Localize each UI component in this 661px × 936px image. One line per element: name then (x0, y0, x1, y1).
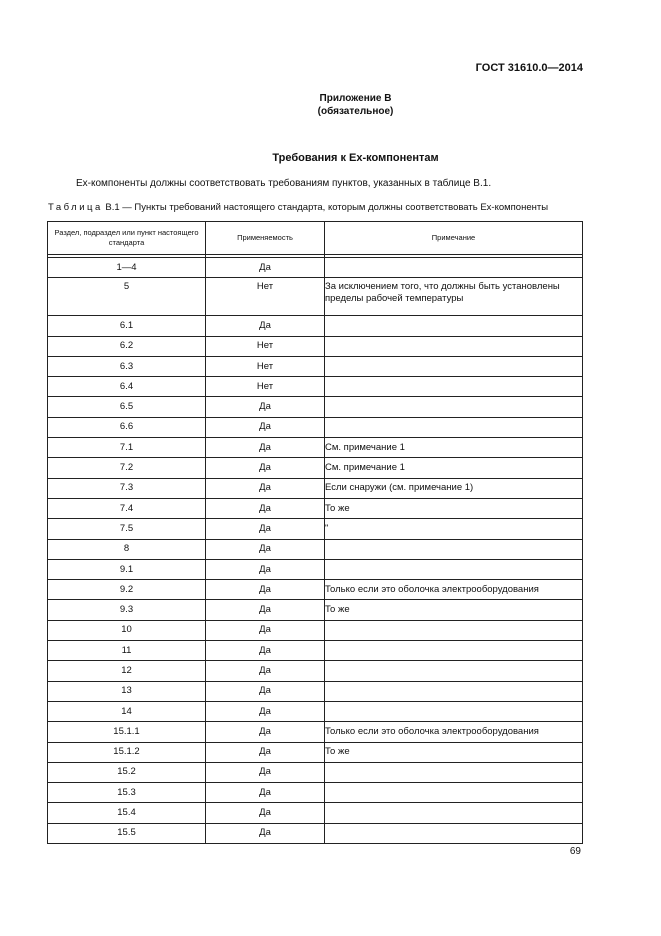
intro-paragraph: Ex-компоненты должны соответствовать требованиям пунктов, указанных в таблице В.1. (76, 178, 492, 189)
cell-applicability: Да (206, 519, 325, 539)
cell-note (325, 681, 583, 701)
cell-applicability: Да (206, 823, 325, 843)
table-caption-text: В.1 — Пункты требований настоящего стандарта, которым должны соответствовать Ex-компоненты (102, 202, 549, 213)
cell-section: 15.5 (48, 823, 206, 843)
header-note: Примечание (325, 222, 583, 255)
cell-note (325, 377, 583, 397)
cell-section: 11 (48, 641, 206, 661)
cell-note: То же (325, 600, 583, 620)
cell-section: 10 (48, 620, 206, 640)
standard-number: ГОСТ 31610.0—2014 (475, 62, 583, 74)
table-row (48, 762, 583, 782)
table-caption (48, 202, 548, 213)
cell-applicability: Да (206, 783, 325, 803)
cell-section: 8 (48, 539, 206, 559)
cell-section: 15.4 (48, 803, 206, 823)
cell-section: 15.3 (48, 783, 206, 803)
cell-section: 15.2 (48, 762, 206, 782)
header-applicability: Применяемость (206, 222, 325, 255)
cell-note (325, 356, 583, 376)
cell-note: См. примечание 1 (325, 458, 583, 478)
cell-note: За исключением того, что должны быть установлены пределы рабочей температуры (325, 278, 583, 316)
cell-section: 13 (48, 681, 206, 701)
cell-applicability: Да (206, 438, 325, 458)
cell-applicability: Да (206, 661, 325, 681)
cell-section: 9.3 (48, 600, 206, 620)
table-row (48, 783, 583, 803)
table-row (48, 600, 583, 620)
cell-applicability: Да (206, 478, 325, 498)
cell-applicability: Нет (206, 377, 325, 397)
cell-applicability: Да (206, 742, 325, 762)
cell-section: 15.1.2 (48, 742, 206, 762)
cell-section: 6.6 (48, 417, 206, 437)
table-row (48, 803, 583, 823)
cell-note (325, 316, 583, 336)
table-row (48, 539, 583, 559)
cell-note (325, 539, 583, 559)
table-body (48, 258, 583, 844)
table-row (48, 498, 583, 518)
table-row (48, 316, 583, 336)
cell-applicability: Да (206, 722, 325, 742)
table-row (48, 519, 583, 539)
table-caption-prefix: Таблица (48, 202, 103, 213)
cell-section: 7.4 (48, 498, 206, 518)
cell-note (325, 620, 583, 640)
cell-note (325, 701, 583, 721)
cell-applicability: Да (206, 397, 325, 417)
cell-section: 14 (48, 701, 206, 721)
cell-applicability: Да (206, 559, 325, 579)
table-row (48, 559, 583, 579)
cell-note (325, 336, 583, 356)
cell-note (325, 258, 583, 278)
cell-note: Если снаружи (см. примечание 1) (325, 478, 583, 498)
cell-applicability: Да (206, 600, 325, 620)
table-row (48, 681, 583, 701)
cell-note: Только если это оболочка электрооборудования (325, 580, 583, 600)
cell-applicability: Да (206, 258, 325, 278)
cell-section: 7.1 (48, 438, 206, 458)
table-row (48, 580, 583, 600)
table-row (48, 478, 583, 498)
cell-section: 7.5 (48, 519, 206, 539)
table-row (48, 417, 583, 437)
cell-applicability: Да (206, 701, 325, 721)
cell-section: 6.2 (48, 336, 206, 356)
header-section: Раздел, подраздел или пункт настоящего стандарта (48, 222, 206, 255)
cell-note (325, 661, 583, 681)
cell-applicability: Нет (206, 278, 325, 316)
cell-applicability: Нет (206, 356, 325, 376)
table-header-row (48, 222, 583, 255)
cell-applicability: Да (206, 539, 325, 559)
cell-section: 15.1.1 (48, 722, 206, 742)
page-number: 69 (569, 846, 581, 857)
section-title: Требования к Ex-компонентам (272, 152, 439, 164)
table-row (48, 661, 583, 681)
table-row (48, 722, 583, 742)
cell-section: 7.2 (48, 458, 206, 478)
cell-note: См. примечание 1 (325, 438, 583, 458)
cell-applicability: Да (206, 458, 325, 478)
cell-applicability: Да (206, 803, 325, 823)
cell-note (325, 762, 583, 782)
cell-note: То же (325, 498, 583, 518)
cell-section: 12 (48, 661, 206, 681)
appendix-title: Приложение В (319, 93, 392, 104)
cell-applicability: Да (206, 641, 325, 661)
table-row (48, 397, 583, 417)
cell-applicability: Да (206, 620, 325, 640)
cell-applicability: Да (206, 580, 325, 600)
cell-section: 6.4 (48, 377, 206, 397)
cell-note (325, 417, 583, 437)
cell-applicability: Да (206, 316, 325, 336)
table-row (48, 701, 583, 721)
table-row (48, 438, 583, 458)
table-row (48, 742, 583, 762)
cell-section: 6.5 (48, 397, 206, 417)
cell-section: 7.3 (48, 478, 206, 498)
cell-section: 6.3 (48, 356, 206, 376)
cell-note (325, 783, 583, 803)
cell-note (325, 803, 583, 823)
requirements-table (47, 221, 583, 844)
table-row (48, 278, 583, 316)
cell-section: 5 (48, 278, 206, 316)
table-row (48, 641, 583, 661)
cell-note (325, 641, 583, 661)
cell-applicability: Да (206, 762, 325, 782)
cell-note: " (325, 519, 583, 539)
cell-applicability: Да (206, 417, 325, 437)
cell-applicability: Да (206, 498, 325, 518)
cell-applicability: Да (206, 681, 325, 701)
cell-section: 1—4 (48, 258, 206, 278)
cell-section: 6.1 (48, 316, 206, 336)
appendix-heading (0, 92, 661, 118)
cell-note: То же (325, 742, 583, 762)
table-row (48, 458, 583, 478)
table-row (48, 336, 583, 356)
cell-note (325, 559, 583, 579)
cell-section: 9.1 (48, 559, 206, 579)
table-row (48, 377, 583, 397)
table-row (48, 823, 583, 843)
cell-note (325, 823, 583, 843)
cell-section: 9.2 (48, 580, 206, 600)
cell-note: Только если это оболочка электрооборудования (325, 722, 583, 742)
table-row (48, 356, 583, 376)
table-row (48, 620, 583, 640)
cell-applicability: Нет (206, 336, 325, 356)
table-row (48, 258, 583, 278)
appendix-status: (обязательное) (317, 106, 394, 117)
cell-note (325, 397, 583, 417)
